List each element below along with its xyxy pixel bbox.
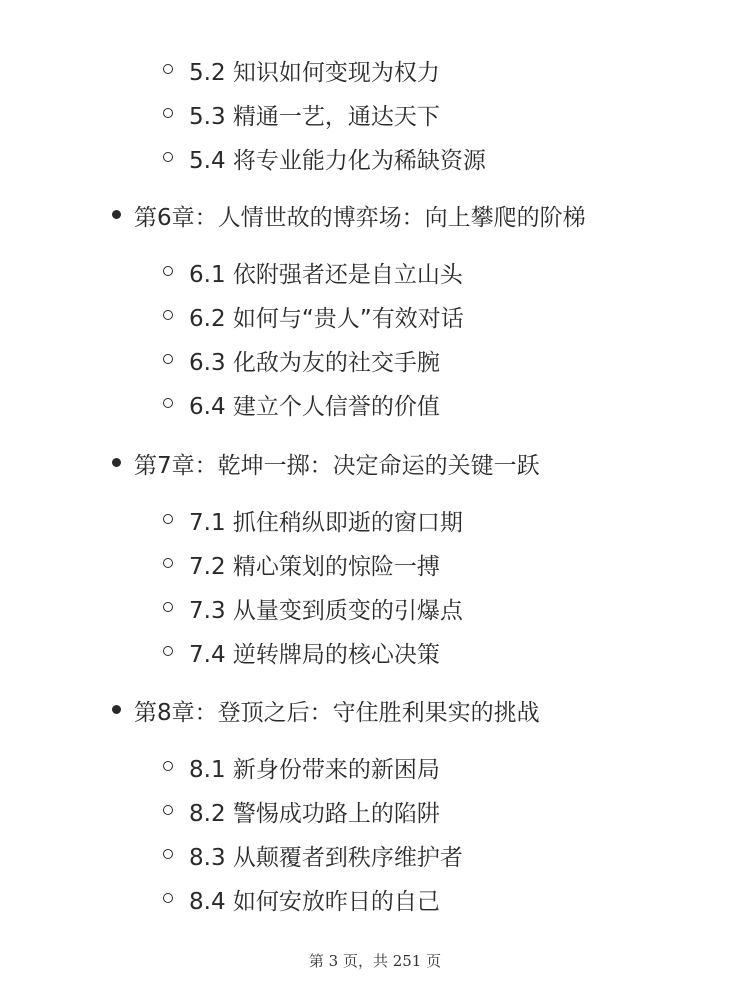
toc-section-label: 7.2 精心策划的惊险一搏	[189, 553, 440, 580]
circle-bullet-icon	[163, 646, 173, 656]
toc-section-label: 7.1 抓住稍纵即逝的窗口期	[189, 509, 463, 536]
disc-bullet-icon	[112, 458, 121, 467]
circle-bullet-icon	[163, 266, 173, 276]
toc-section-label: 5.4 将专业能力化为稀缺资源	[189, 147, 486, 174]
circle-bullet-icon	[163, 64, 173, 74]
toc-section-label: 7.3 从量变到质变的引爆点	[189, 597, 463, 624]
disc-bullet-icon	[112, 210, 121, 219]
toc-section-label: 5.2 知识如何变现为权力	[189, 59, 440, 86]
toc-chapter-label: 第8章：登顶之后：守住胜利果实的挑战	[134, 699, 540, 726]
circle-bullet-icon	[163, 602, 173, 612]
toc-section-label: 8.2 警惕成功路上的陷阱	[189, 800, 440, 827]
toc-section-label: 6.4 建立个人信誉的价值	[189, 393, 440, 420]
toc-section-label: 6.2 如何与“贵人”有效对话	[189, 305, 464, 332]
circle-bullet-icon	[163, 398, 173, 408]
toc-chapter-label: 第6章：人情世故的博弈场：向上攀爬的阶梯	[134, 204, 586, 231]
circle-bullet-icon	[163, 805, 173, 815]
circle-bullet-icon	[163, 849, 173, 859]
circle-bullet-icon	[163, 152, 173, 162]
disc-bullet-icon	[112, 705, 121, 714]
toc-section-label: 8.4 如何安放昨日的自己	[189, 888, 440, 915]
circle-bullet-icon	[163, 310, 173, 320]
toc-section-label: 8.3 从颠覆者到秩序维护者	[189, 844, 463, 871]
toc-section-label: 6.1 依附强者还是自立山头	[189, 261, 463, 288]
toc-section-label: 6.3 化敌为友的社交手腕	[189, 349, 440, 376]
toc-section-label: 8.1 新身份带来的新困局	[189, 756, 440, 783]
toc-section-label: 7.4 逆转牌局的核心决策	[189, 641, 440, 668]
toc-section-label: 5.3 精通一艺，通达天下	[189, 103, 440, 130]
circle-bullet-icon	[163, 354, 173, 364]
toc-chapter-label: 第7章：乾坤一掷：决定命运的关键一跃	[134, 452, 540, 479]
circle-bullet-icon	[163, 761, 173, 771]
circle-bullet-icon	[163, 514, 173, 524]
circle-bullet-icon	[163, 893, 173, 903]
page-indicator: 第 3 页，共 251 页	[308, 952, 442, 970]
circle-bullet-icon	[163, 108, 173, 118]
circle-bullet-icon	[163, 558, 173, 568]
